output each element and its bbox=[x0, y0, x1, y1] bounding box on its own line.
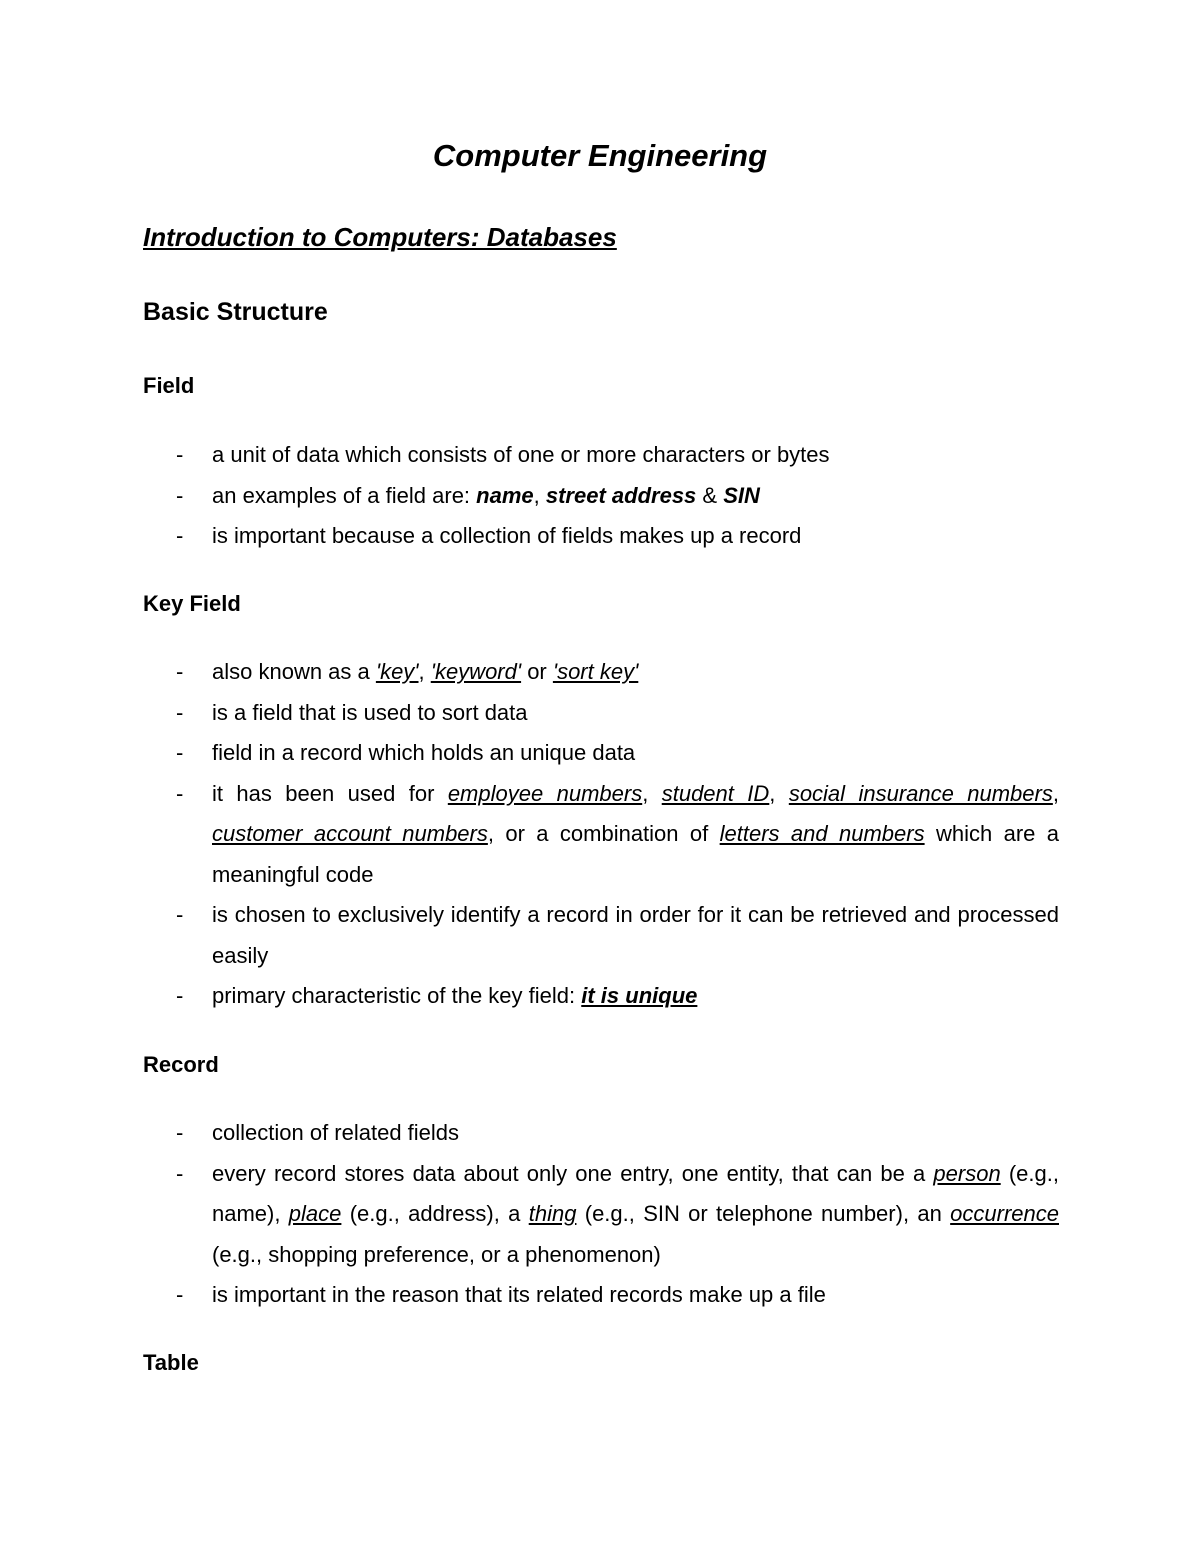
list-item bbox=[0, 693, 1200, 734]
term-student-id: student ID bbox=[661, 780, 770, 806]
separator: , bbox=[642, 780, 662, 806]
term-street-address: street address bbox=[545, 482, 697, 508]
bullet-text: collection of related fields bbox=[212, 1120, 460, 1145]
list-item bbox=[0, 1154, 1200, 1276]
bullet-text: is important because a collection of fields makes up a record bbox=[212, 523, 802, 548]
term-sort-key: 'sort key' bbox=[552, 659, 639, 684]
bullet-text: also known as a bbox=[212, 659, 376, 684]
bullet-text: (e.g., shopping preference, or a phenomenon) bbox=[212, 1241, 661, 1267]
heading-key-field: Key Field bbox=[143, 591, 241, 616]
separator: , bbox=[769, 780, 789, 806]
separator: & bbox=[696, 482, 724, 508]
bullet-text: every record stores data about only one entry, one entity, that can be a bbox=[212, 1160, 934, 1186]
term-occurrence: occurrence bbox=[950, 1201, 1059, 1226]
separator: or bbox=[521, 659, 553, 684]
section-heading-basic-structure: Basic Structure bbox=[143, 298, 328, 326]
bullet-dash: - bbox=[176, 442, 184, 467]
bullet-dash: - bbox=[176, 1282, 184, 1307]
field-bullet-list bbox=[0, 435, 1200, 557]
list-item bbox=[0, 733, 1200, 774]
separator: , bbox=[1052, 780, 1059, 806]
bullet-text: , or a combination of bbox=[487, 821, 720, 846]
separator: , bbox=[533, 482, 546, 508]
bullet-text: primary characteristic of the key field: bbox=[212, 983, 582, 1008]
bullet-text: is important in the reason that its related records make up a file bbox=[212, 1282, 826, 1307]
bullet-dash: - bbox=[176, 482, 184, 508]
bullet-dash: - bbox=[176, 1160, 184, 1186]
list-item bbox=[0, 976, 1200, 1017]
heading-record: Record bbox=[143, 1052, 219, 1077]
separator: , bbox=[418, 659, 431, 684]
term-place: place bbox=[288, 1201, 342, 1226]
bullet-text: (e.g., SIN or telephone number), an bbox=[576, 1201, 951, 1226]
bullet-dash: - bbox=[176, 740, 184, 765]
bullet-dash: - bbox=[176, 780, 184, 806]
bullet-text: it has been used for bbox=[212, 780, 448, 806]
term-key: 'key' bbox=[375, 659, 419, 684]
list-item bbox=[0, 1113, 1200, 1154]
bullet-dash: - bbox=[176, 659, 184, 684]
term-person: person bbox=[933, 1160, 1001, 1186]
key-field-bullet-list bbox=[0, 652, 1200, 1017]
bullet-text: is chosen to exclusively identify a record in order for it can be retrieved and processed easily bbox=[212, 902, 1059, 968]
bullet-dash: - bbox=[176, 523, 184, 548]
term-social-insurance-numbers: social insurance numbers bbox=[788, 780, 1053, 806]
bullet-text: (e.g., address), a bbox=[341, 1201, 529, 1226]
document-title: Computer Engineering bbox=[432, 138, 768, 173]
list-item bbox=[0, 895, 1200, 976]
bullet-text: a unit of data which consists of one or more characters or bytes bbox=[212, 442, 830, 467]
term-keyword: 'keyword' bbox=[430, 659, 522, 684]
term-letters-and-numbers: letters and numbers bbox=[719, 821, 925, 846]
record-bullet-list bbox=[0, 1113, 1200, 1316]
list-item bbox=[0, 774, 1200, 896]
term-it-is-unique: it is unique bbox=[581, 983, 698, 1008]
bullet-text: (e.g., name), bbox=[212, 1160, 1059, 1226]
bullet-text: field in a record which holds an unique data bbox=[212, 740, 636, 765]
bullet-text: which are a meaningful code bbox=[212, 821, 1060, 887]
term-customer-account-numbers: customer account numbers bbox=[212, 821, 488, 846]
bullet-text: is a field that is used to sort data bbox=[212, 699, 528, 725]
term-sin: SIN bbox=[723, 482, 760, 508]
list-item bbox=[0, 476, 1200, 517]
bullet-dash: - bbox=[176, 1120, 184, 1145]
term-employee-numbers: employee numbers bbox=[447, 780, 643, 806]
bullet-dash: - bbox=[176, 983, 184, 1008]
list-item bbox=[0, 435, 1200, 476]
bullet-dash: - bbox=[176, 902, 184, 927]
document-subtitle: Introduction to Computers: Databases bbox=[143, 222, 617, 252]
bullet-text: an examples of a field are: bbox=[212, 482, 477, 508]
list-item bbox=[0, 652, 1200, 693]
term-thing: thing bbox=[528, 1201, 577, 1226]
bullet-dash: - bbox=[176, 699, 184, 725]
term-name: name bbox=[476, 482, 534, 508]
list-item bbox=[0, 1275, 1200, 1316]
heading-field: Field bbox=[143, 373, 195, 398]
heading-table: Table bbox=[143, 1350, 199, 1375]
list-item bbox=[0, 516, 1200, 557]
